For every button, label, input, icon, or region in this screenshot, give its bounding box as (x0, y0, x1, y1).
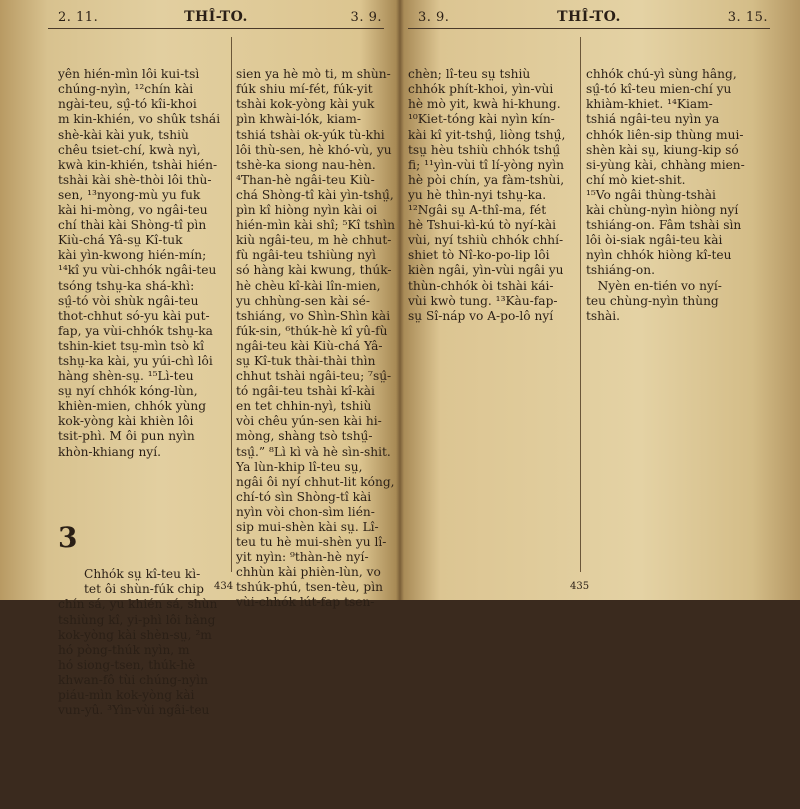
left-header-title: THÎ-TO. (184, 9, 248, 25)
text-line: yên hién-mìn lôi kui-tsì (58, 67, 200, 82)
text-line: chêu tsiet-chí, kwà nyì, (58, 142, 201, 157)
left-column-1 (58, 37, 230, 809)
text-line: sṳ Kî-tuk thài-thài thìn (236, 353, 376, 368)
right-page-columns (408, 37, 770, 577)
text-line: chhók phít-khoi, yìn-vùi (408, 82, 554, 97)
text-line: kiù ngâi-teu, m hè chhut- (236, 233, 392, 248)
text-line: Nyèn en-tién vo nyí- (586, 278, 722, 293)
text-line: hàng shèn-sṳ. ¹⁵Lì-teu (58, 369, 194, 384)
left-page-number: 434 (214, 581, 234, 592)
text-line: fúk-sin, ⁶thúk-hè kî yû-fù (236, 323, 388, 338)
text-line: nyìn chhók hiòng kî-teu (586, 248, 732, 263)
text-line: chí thài kài Shòng-tî pìn (58, 218, 207, 233)
text-line: tshiá tshài ok-yúk tù-khi (236, 127, 385, 142)
text-line: chhók liên-sip thùng mui- (586, 127, 744, 142)
text-line: m kin-khién, vo shûk tshái (58, 112, 221, 127)
text-line: chhùn kài phièn-lùn, vo (236, 565, 381, 580)
text-line: ⁴Than-hè ngâi-teu Kiù- (236, 172, 375, 187)
text-line: tshiáng-on. Fâm tshài sìn (586, 218, 742, 233)
text-line: tshiá ngâi-teu nyìn ya (586, 112, 720, 127)
text-line: kwà kin-khién, tshài hién- (58, 157, 218, 172)
text-line: shèn kài sṳ, kiung-kip só (586, 142, 739, 157)
text-line: só hàng kài kwung, thúk- (236, 263, 392, 278)
text-line: fap, ya vùi-chhók tshṳ-ka (58, 323, 213, 338)
text-line: Chhók sṳ kî-teu kì- (84, 567, 201, 582)
text-line: hè Tshui-kì-kú tò nyí-kài (408, 218, 557, 233)
text-line: lôi òi-siak ngâi-teu kài (586, 233, 723, 248)
text-line: tshiùng kî, yi-phì lôi hàng (58, 612, 216, 627)
text-line: tsit-phì. M ôi pun nyìn (58, 429, 195, 444)
text-line: Ya lùn-khip lî-teu sṳ, (236, 459, 363, 474)
text-line: chín sá, yu khién sá, shùn (58, 597, 218, 612)
text-line: yit nyìn: ⁹thàn-hè nyí- (236, 550, 369, 565)
text-line: nyìn vòi chon-sìm lién- (236, 504, 375, 519)
left-page-header (48, 6, 384, 29)
text-line: tshúk-phú, tsen-tèu, pìn (236, 580, 383, 595)
text-line: hè chèu kî-kài lîn-mien, (236, 278, 381, 293)
left-column-2 (236, 37, 414, 641)
text-line: vòi chêu yún-sen kài hi- (236, 414, 382, 429)
text-line: Kiù-chá Yâ-sṳ Kî-tuk (58, 233, 183, 248)
right-page-number: 435 (570, 581, 590, 592)
text-line: vùi kwò tung. ¹³Kàu-fap- (408, 293, 558, 308)
text-line: tshiáng-on. (586, 263, 655, 278)
text-line: chhut tshài ngâi-teu; ⁷sṳ̂- (236, 369, 392, 384)
text-line: vùi-chhók lút-fap tsen- (236, 595, 375, 610)
text-line: chí mò kiet-shit. (586, 172, 686, 187)
text-line: sṳ Sî-náp vo A-po-lô nyí (408, 308, 554, 323)
text-line: hè pòi chín, ya fàm-tshùi, (408, 172, 565, 187)
text-line: hién-mìn kài shî; ⁵Kî tshìn (236, 218, 396, 233)
right-column-2 (586, 37, 756, 354)
text-line: hó pòng-thúk nyìn, m (58, 642, 190, 657)
text-line: tshè-ka siong nau-hèn. (236, 157, 376, 172)
text-line: chèn; lî-teu sṳ tshiù (408, 67, 531, 82)
left-page (0, 0, 398, 718)
text-line: chá Shòng-tî kài yìn-tshṳ̂, (236, 187, 394, 202)
text-line: kok-yòng kài shèn-sṳ, ²m (58, 627, 212, 642)
text-line: mòng, shàng tsò tshṳ̂- (236, 429, 373, 444)
text-line: teu tu hè mui-shèn yu lî- (236, 535, 387, 550)
text-line: fi; ¹¹yìn-vùi tî lí-yòng nyìn (408, 157, 564, 172)
left-header-reference-end: 3. 9. (350, 10, 382, 25)
text-line: tsṳ̂.” ⁸Lì kì và hè sìn-shit. (236, 444, 391, 459)
chapter-number: 3 (58, 521, 78, 554)
text-line: teu chùng-nyìn thùng (586, 293, 719, 308)
text-line: chúng-nyìn, ¹²chín kài (58, 82, 194, 97)
text-line: fúk shiu mí-fét, fúk-yit (236, 82, 373, 97)
chapter-3-block (58, 492, 230, 779)
text-line: kài kî yit-tshṳ̂, liòng tshṳ̂, (408, 127, 566, 142)
right-column-1-lines (408, 67, 576, 324)
text-line: tshài kok-yòng kài yuk (236, 97, 375, 112)
right-page-header (408, 6, 770, 29)
left-column-1-lines (58, 67, 230, 459)
text-line: khièn-mien, chhók yùng (58, 399, 207, 414)
text-line: ngài-teu, sṳ̂-tó kîi-khoi (58, 97, 197, 112)
right-header-title: THÎ-TO. (557, 9, 621, 25)
text-line: khiàm-khiet. ¹⁴Kiam- (586, 97, 713, 112)
text-line: khwan-fô tùi chúng-nyìn (58, 672, 208, 687)
text-line: ngâi ôi nyí chhut-lit kóng, (236, 474, 395, 489)
right-column-divider (580, 37, 581, 572)
text-line: sip mui-shèn kài sṳ. Lî- (236, 520, 379, 534)
text-line: fù ngâi-teu tshiùng nyì (236, 248, 376, 263)
text-line: kài chùng-nyìn hiòng nyí (586, 203, 739, 218)
text-line: ¹²Ngâi sṳ A-thî-ma, fét (408, 203, 547, 218)
text-line: kièn ngâi, yìn-vùi ngâi yu (408, 263, 564, 278)
text-line: hè mò yit, kwà hi-khung. (408, 97, 561, 112)
text-line: tet ôi shùn-fúk chip (84, 582, 204, 597)
text-line: ¹⁰Kiet-tóng kài nyìn kín- (408, 112, 555, 127)
text-line: en tet chhin-nyì, tshiù (236, 399, 372, 414)
text-line: tshṳ-ka kài, yu yúi-chì lôi (58, 353, 213, 368)
text-line: sen, ¹³nyong-mù yu fuk (58, 187, 201, 202)
chapter-3-lines (58, 567, 230, 718)
text-line: kài hi-mòng, vo ngâi-teu (58, 203, 208, 218)
text-line: yu hè thìn-nyi tshṳ-ka. (408, 187, 547, 202)
text-line: kài yìn-kwong hién-mín; (58, 248, 207, 263)
left-column-2-lines (236, 67, 414, 610)
text-line: piáu-mìn kok-yòng kài (58, 688, 195, 703)
text-line: pìn khwài-lók, kiam- (236, 112, 361, 127)
text-line: sien ya hè mò ti, m shùn- (236, 67, 391, 82)
left-column-divider (231, 37, 232, 572)
text-line: thot-chhut só-yu kài put- (58, 308, 210, 323)
text-line: vùi, nyí tshiù chhók chhí- (408, 233, 564, 248)
text-line: ¹⁴kî yu vùi-chhók ngâi-teu (58, 263, 217, 278)
text-line: tshài. (586, 308, 621, 323)
text-line: tshin-kiet tsṳ-mìn tsò kî (58, 338, 205, 353)
text-line: chhók chú-yì sùng hâng, (586, 67, 737, 82)
text-line: yu chhùng-sen kài sé- (236, 293, 370, 308)
text-line: tsóng tshṳ-ka shá-khì: (58, 278, 195, 293)
text-line: vun-yû. ³Yìn-vùi ngâi-teu (58, 703, 210, 718)
text-line: khòn-khiang nyí. (58, 444, 161, 459)
left-header-reference: 2. 11. (58, 10, 99, 25)
text-line: tó ngâi-teu tshài kî-kài (236, 384, 375, 399)
text-line: shiet tò Nî-ko-po-lip lôi (408, 248, 550, 263)
right-column-2-lines (586, 67, 756, 324)
right-header-reference: 3. 9. (418, 10, 450, 25)
text-line: si-yùng kài, chhàng mien- (586, 157, 745, 172)
text-line: tshiáng, vo Shìn-Shìn kài (236, 308, 391, 323)
text-line: chí-tó sìn Shòng-tî kài (236, 489, 372, 504)
text-line: lôi thù-sen, hè khó-vù, yu (236, 142, 392, 157)
text-line: shè-kài kài yuk, tshiù (58, 127, 189, 142)
text-line: tsṳ hèu tshiù chhók tshṳ̂ (408, 142, 561, 157)
right-page (402, 0, 800, 600)
text-line: tshài kài shè-thòi lôi thù- (58, 172, 212, 187)
text-line: hó siong-tsen, thúk-hè (58, 657, 196, 672)
text-line: sṳ̂-tó kî-teu mien-chí yu (586, 82, 732, 97)
text-line: kok-yòng kài khièn lôi (58, 414, 194, 429)
text-line: ngâi-teu kài Kiù-chá Yâ- (236, 338, 383, 353)
right-column-1 (408, 37, 576, 354)
text-line: pìn kî hiòng nyìn kài oi (236, 203, 378, 218)
text-line: sṳ nyí chhók kóng-lùn, (58, 384, 198, 399)
right-header-reference-end: 3. 15. (727, 10, 768, 25)
text-line: thùn-chhók òi tshài kái- (408, 278, 554, 293)
text-line: ¹⁵Vo ngâi thùng-tshài (586, 187, 716, 202)
text-line: sṳ̂-tó vòi shùk ngâi-teu (58, 293, 199, 308)
